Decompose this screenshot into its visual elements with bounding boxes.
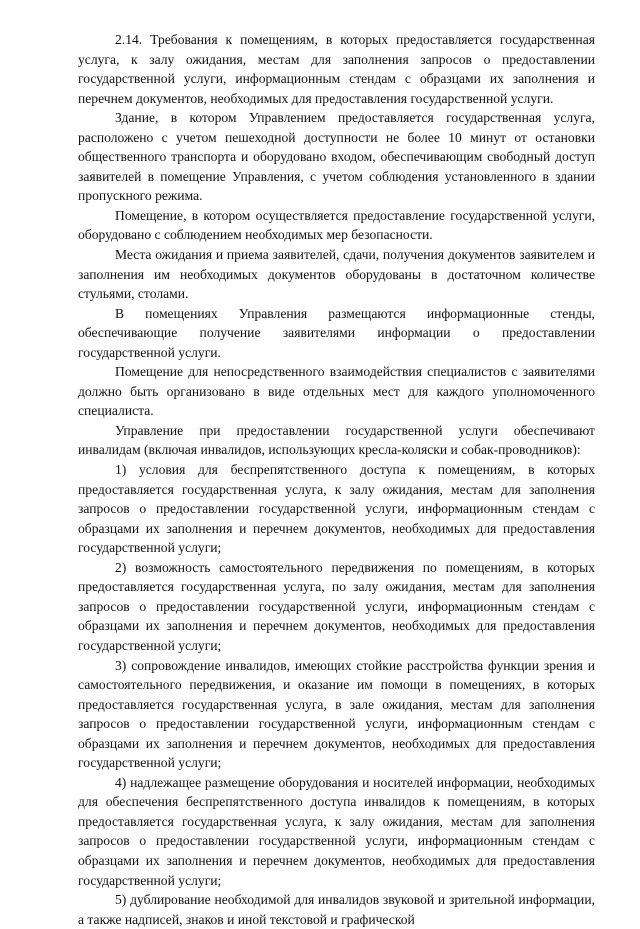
paragraph-building-location: Здание, в котором Управлением предоставляется государственная услуга, расположено с учетом пешеходной доступности не более 10 минут от остановки общественного транспорта и оборудовано входом, обеспечивающим свободный доступ заявителей в помещение Управления, с учетом соблюдения установленного в здании пропускного режима. <box>78 110 595 204</box>
paragraph-safety-measures: Помещение, в котором осуществляется предоставление государственной услуги, оборудовано с соблюдением необходимых мер безопасности. <box>78 207 595 243</box>
paragraph-section-2-14: 2.14. Требования к помещениям, в которых предоставляется государственная услуга, к залу ожидания, местам для заполнения запросов о предоставлении государственной услуги, информационным стендам с образцами их заполнения и перечнем документов, необходимых для предоставления государственной услуги. <box>78 32 595 106</box>
paragraph-waiting-areas: Места ожидания и приема заявителей, сдачи, получения документов заявителем и заполнения им необходимых документов оборудованы в достаточном количестве стульями, столами. <box>78 247 595 302</box>
list-item-3: 3) сопровождение инвалидов, имеющих стойкие расстройства функции зрения и самостоятельного передвижения, и оказание им помощи в помещениях, в которых предоставляется государственная услуга, в зале ожидания, местам для заполнения запросов о предоставлении государственной услуги, информационным стендам с образцами их заполнения и перечнем документов, необходимых для предоставления государственной услуги; <box>78 657 595 771</box>
document-page <box>78 30 595 929</box>
list-item-1: 1) условия для беспрепятственного доступа к помещениям, в которых предоставляется государственная услуга, к залу ожидания, местам для заполнения запросов о предоставлении государственной услуги, информационным стендам с образцами их заполнения и перечнем документов, необходимых для предоставления государственной услуги; <box>78 462 595 556</box>
list-item-2: 2) возможность самостоятельного передвижения по помещениям, в которых предоставляется государственная услуга, по залу ожидания, местам для заполнения запросов о предоставлении государственной услуги, информационным стендам с образцами их заполнения и перечнем документов, необходимых для предоставления государственной услуги; <box>78 559 595 653</box>
list-item-5: 5) дублирование необходимой для инвалидов звуковой и зрительной информации, а также надписей, знаков и иной текстовой и графической <box>78 892 595 927</box>
paragraph-info-stands: В помещениях Управления размещаются информационные стенды, обеспечивающие получение заявителями информации о предоставлении государственной услуги. <box>78 305 595 360</box>
paragraph-disability-provisions: Управление при предоставлении государственной услуги обеспечивают инвалидам (включая инвалидов, использующих кресла-коляски и собак-проводников): <box>78 422 595 458</box>
list-item-4: 4) надлежащее размещение оборудования и носителей информации, необходимых для обеспечения беспрепятственного доступа инвалидов к помещениям, в которых предоставляется государственная услуга, к залу ожидания, местам для заполнения запросов о предоставлении государственной услуги, информационным стендам с образцами их заполнения и перечнем документов, необходимых для предоставления государственной услуги; <box>78 774 595 888</box>
paragraph-specialist-workplaces: Помещение для непосредственного взаимодействия специалистов с заявителями должно быть организовано в виде отдельных мест для каждого уполномоченного специалиста. <box>78 364 595 419</box>
